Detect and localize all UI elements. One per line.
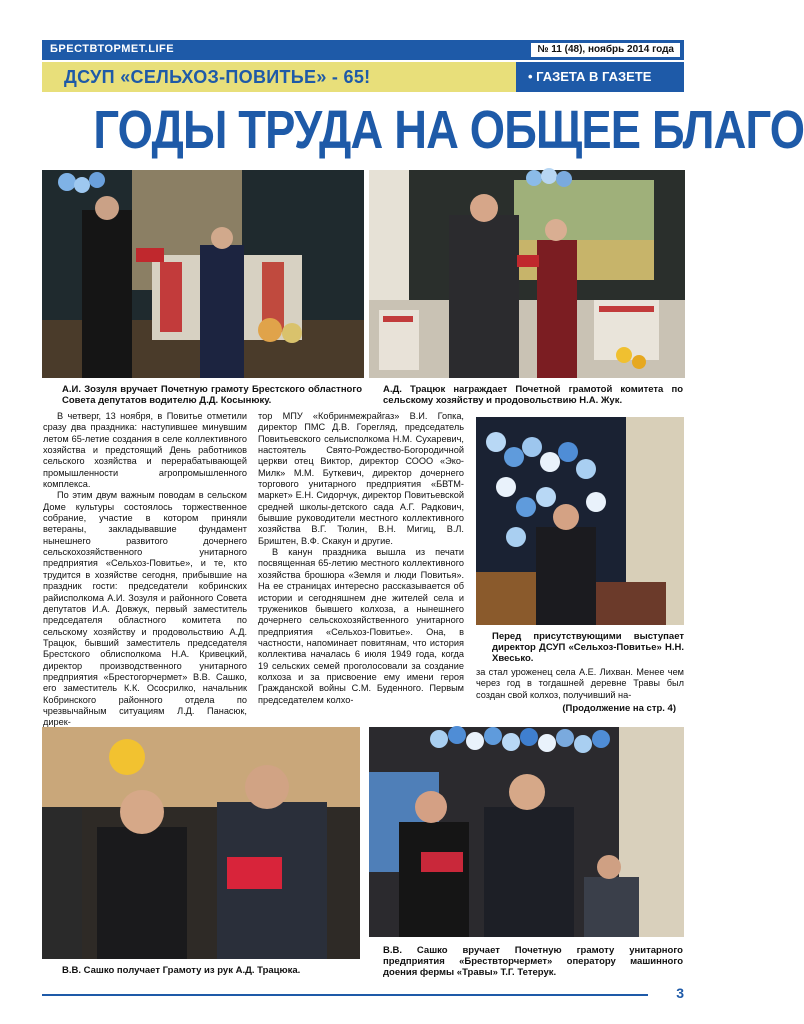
paragraph: В четверг, 13 ноября, в Повитье отметили сразу два праздника: наступившее минувшим летом 65-летие создания в селе коллективного хозяйства и предстоящий День работников сельского хозяйства и перерабатывающей промышленности агропромышленного комплекса.	[43, 411, 247, 490]
page-number: 3	[676, 985, 684, 1001]
section-band	[42, 62, 684, 92]
paragraph: В канун праздника вышла из печати посвященная 65-летию местного коллективного хозяйства брошюра «Земля и люди Повитья». На ее страницах интересно рассказывается об истории и сегодняшнем дне жителей села и тружеников бывшего колхоза, а нынешнего дочернего сельскохозяйственного унитарного предприятия «Сельхоз-Повитье». Она, в частности, напоминает повитянам, что история коллектива началась 6 июля 1949 года, когда 19 сельских семей проголосовали за создание колхоза и за присвоение ему имени героя Гражданской войны С.М. Буденного. Первым председателем колхо-	[258, 547, 464, 705]
caption-photo-1: А.И. Зозуля вручает Почетную грамоту Брестского областного Совета депутатов водителю Д.Д. Косынюку.	[62, 384, 362, 406]
photo-sashko-presents	[369, 727, 684, 937]
continuation-note: (Продолжение на стр. 4)	[562, 703, 676, 714]
stage-photo-1	[42, 170, 364, 378]
photo-tratsyuk-award	[369, 170, 685, 378]
photo-zozulya-award	[42, 170, 364, 378]
paragraph: тор МПУ «Кобринмежрайгаз» В.И. Гопка, директор ПМС Д.В. Горегляд, председатель Повитьевского сельисполкома Н.М. Сухаревич, настоятель Свято-Рождество-Богородичной церкви отец Виктор, директор СООО «Эко-Милк» М.М. Буткевич, директор дочернего торгового унитарного предприятия «БВТМ-маркет» Е.Н. Сидорчук, директор Повитьевской средней школы-детского сада А.Г. Радкович, бывшие руководители местного коллективного хозяйства В.Г. Тюлин, В.Н. Мигиц, В.Л. Бриштен, В.Ф. Скакун и другие.	[258, 411, 464, 546]
paragraph: за стал уроженец села А.Е. Лихван. Менее чем через год в тогдашней деревне Травы был создан свой колхоз, получивший на-	[476, 667, 684, 700]
caption-photo-3: Перед присутствующими выступает директор ДСУП «Сельхоз-Повитье» Н.Н. Хвесько.	[492, 631, 684, 664]
paragraph: По этим двум важным поводам в сельском Доме культуры состоялось торжественное собрание, участие в котором приняли ветераны, закладывавшие фундамент нынешнего развитого дочернего сельскохозяйственного унитарного предприятия «Сельхоз-Повитье», и те, кто трудится в хозяйстве сегодня, прибывшие на праздник гости: председатели кобринских райисполкома А.И. Зозуля и районного Совета депутатов И.А. Довжук, первый заместитель председателя областного комитета по сельскому хозяйству и продовольствию А.Д. Трацюк, бывший заместитель председателя Брестского облисполкома Н.А. Кривецкий, директор производственного унитарного предприятия «Брестогорчермет» В.В. Сашко, его заместитель К.К. Ососрилко, начальник Кобринского районного отдела по чрезвычайным ситуациям Л.Д. Панасюк, дирек-	[43, 490, 247, 728]
section-title-area	[42, 62, 516, 92]
footer-rule	[42, 994, 648, 996]
caption-photo-4: В.В. Сашко получает Грамоту из рук А.Д. Трацюка.	[62, 965, 301, 976]
masthead-bar	[42, 40, 684, 60]
stage-photo-2	[369, 170, 685, 378]
photo-khvesko-speech	[476, 417, 684, 625]
article-column-1	[43, 411, 247, 729]
article-column-2	[258, 411, 464, 706]
stage-photo-4	[42, 727, 360, 959]
photo-sashko-receives	[42, 727, 360, 959]
stage-photo-5	[369, 727, 684, 937]
headline: ГОДЫ ТРУДА НА ОБЩЕЕ БЛАГО	[93, 100, 804, 160]
stage-photo-3	[476, 417, 684, 625]
caption-photo-2: А.Д. Трацюк награждает Почетной грамотой комитета по сельскому хозяйству и продовольствию Н.А. Жук.	[383, 384, 683, 406]
rubric-box	[516, 62, 684, 92]
article-column-3	[476, 667, 684, 701]
brand-name: БРЕСТВТОРМЕТ.LIFE	[50, 43, 175, 55]
caption-photo-5: В.В. Сашко вручает Почетную грамоту унитарного предприятия «Брествторчермет» оператору машинного доения фермы «Травы» Т.Г. Тетерук.	[383, 945, 683, 978]
section-title: ДСУП «СЕЛЬХОЗ-ПОВИТЬЕ» - 65!	[64, 67, 371, 87]
issue-label: № 11 (48), ноябрь 2014 года	[531, 43, 680, 57]
rubric-label: • ГАЗЕТА В ГАЗЕТЕ	[528, 69, 652, 84]
